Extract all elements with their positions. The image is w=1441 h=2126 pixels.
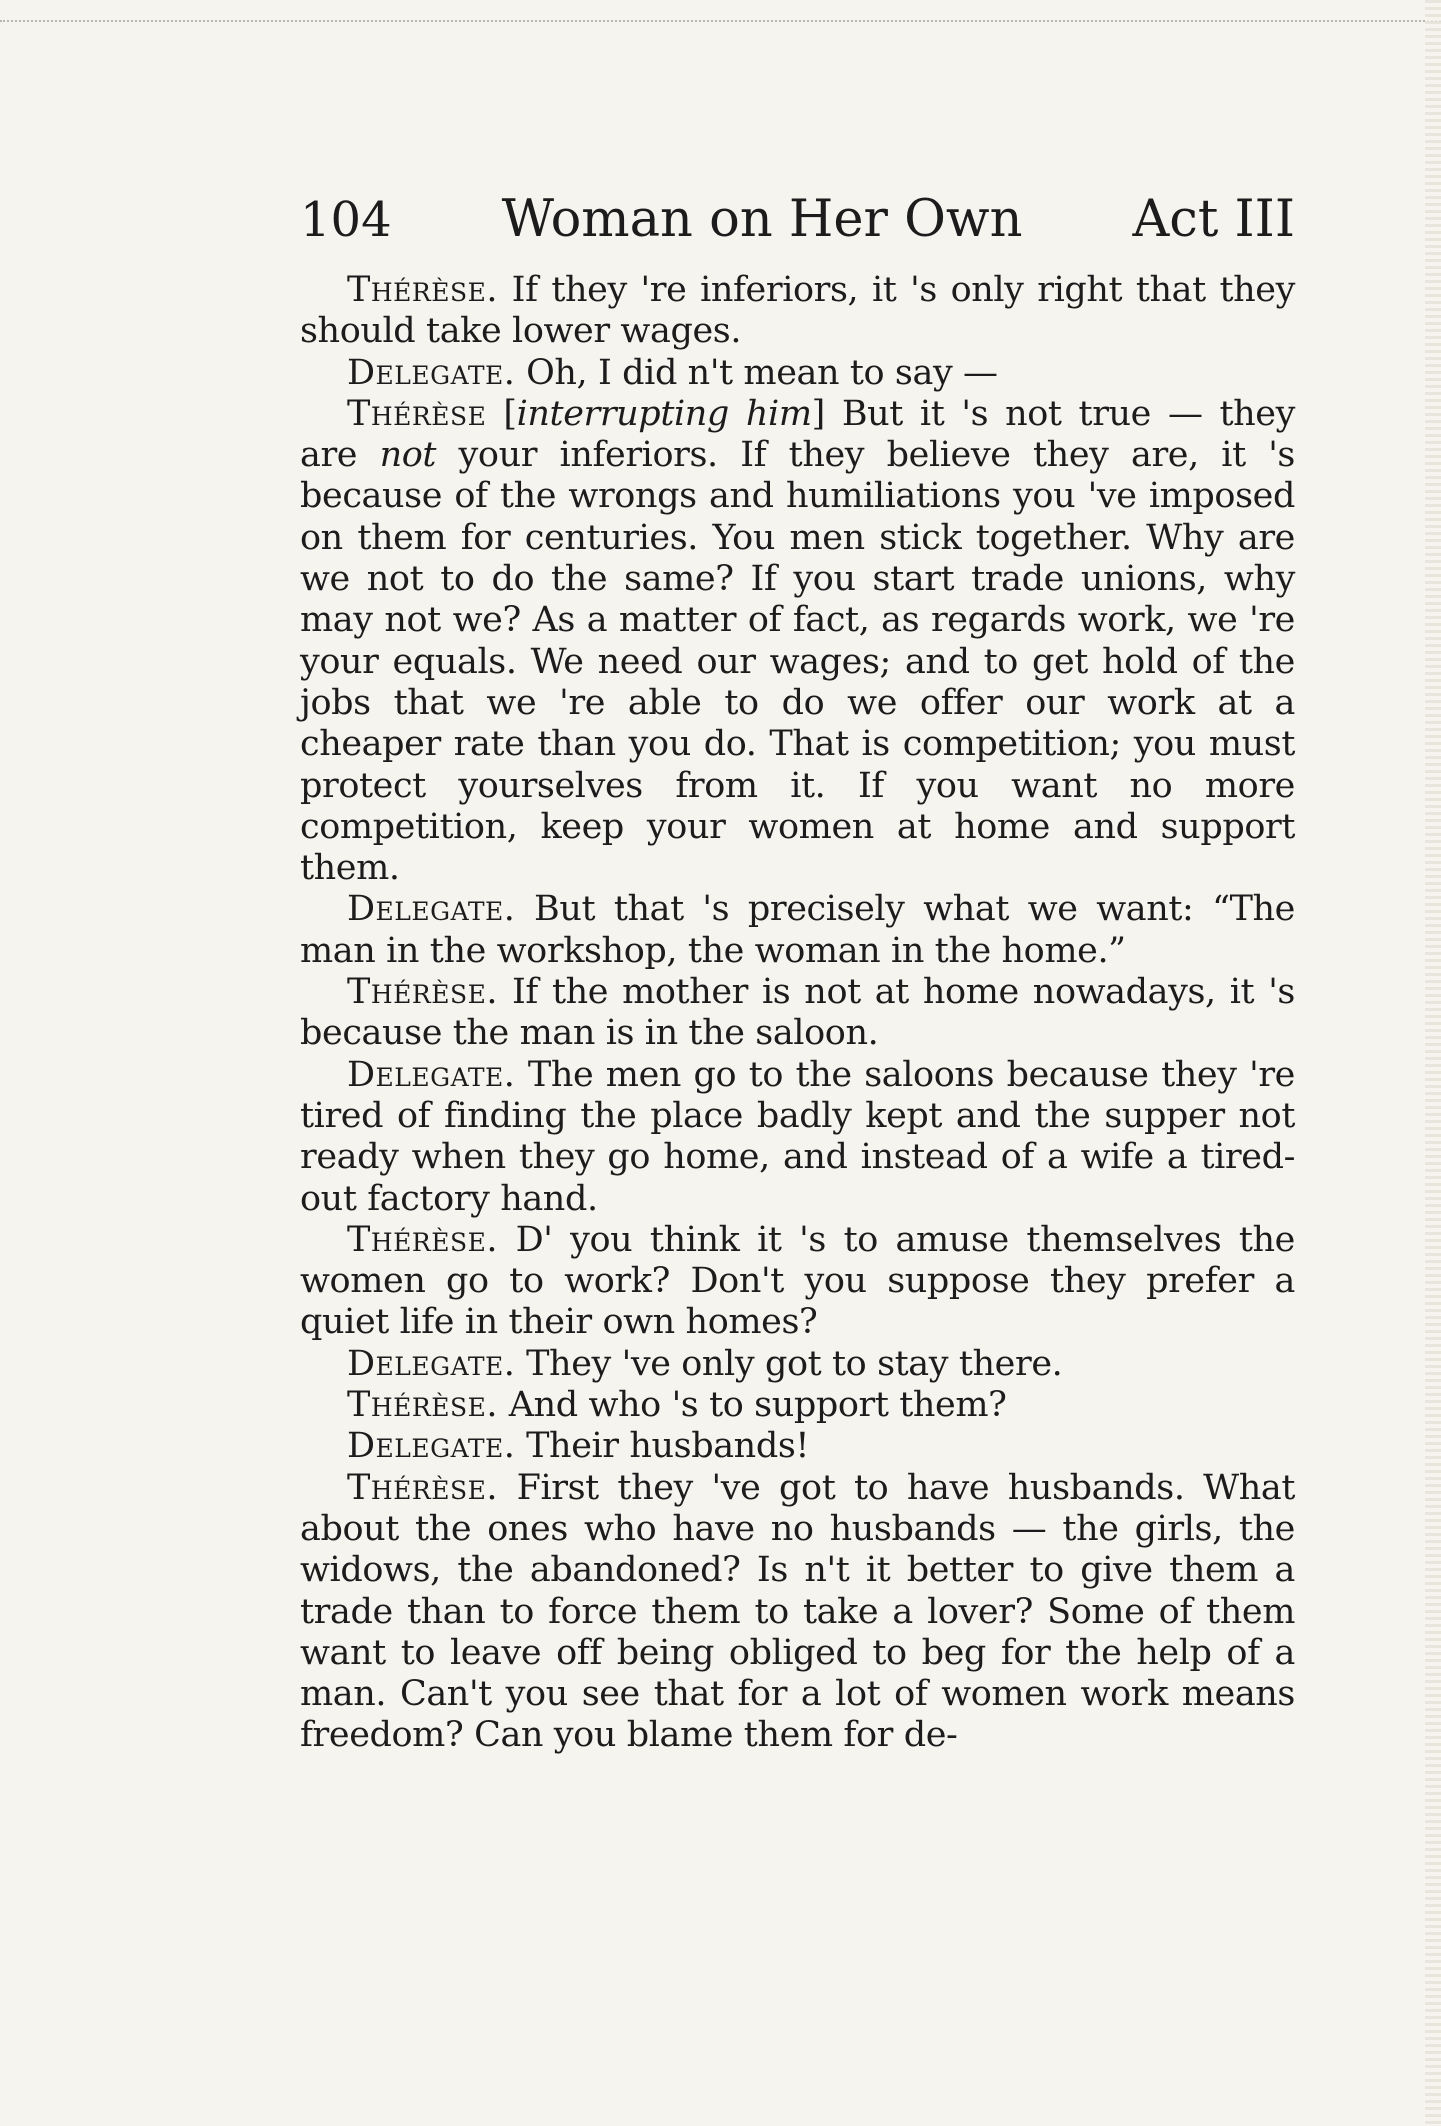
dialogue-paragraph [300, 1220, 1295, 1344]
dialogue-text: your inferiors. If they believe they are, it 's because of the wrongs and humiliations you 've imposed on them for centuries. You men stick together. Why are we not to do the same? If you start trade unions, why may not we? As a matter of fact, as regards work, we 're your equals. We need our wages; and to get hold of the jobs that we 're able to do we offer our work at a cheaper rate than you do. That is competition; you must protect yourselves from it. If you want no more competition, keep your women at home and support them. [300, 435, 1295, 889]
dialogue-paragraph [300, 1426, 1295, 1467]
running-header [300, 190, 1295, 250]
dialogue-body [300, 270, 1295, 1757]
dialogue-text: The men go to the saloons because they 're tired of finding the place badly kept and the supper not ready when they go home, and instead of a wife a tired-out factory hand. [300, 1054, 1295, 1219]
emphasized-word: not [379, 435, 437, 476]
dialogue-paragraph [300, 353, 1295, 394]
speaker-name: Thérèse. [347, 270, 498, 310]
page-edge-texture [1425, 0, 1441, 2126]
speaker-name: Thérèse [347, 393, 487, 434]
speaker-name: Thérèse. [347, 972, 498, 1013]
speaker-name: Delegate. [347, 352, 516, 393]
act-label: Act III [1132, 190, 1295, 249]
dialogue-paragraph [300, 1055, 1295, 1220]
direction-bracket-open: [ [503, 393, 517, 434]
stage-direction: interrupting him [516, 393, 812, 434]
speaker-name: Delegate. [347, 889, 516, 930]
dialogue-paragraph [300, 1385, 1295, 1426]
dialogue-text: They 've only got to stay there. [526, 1343, 1063, 1384]
page-number: 104 [300, 192, 392, 248]
speaker-name: Delegate. [347, 1343, 516, 1384]
dialogue-paragraph [300, 1468, 1295, 1757]
dialogue-text: If the mother is not at home nowadays, it 's because the man is in the saloon. [300, 972, 1295, 1054]
dialogue-text: If they 're inferiors, it 's only right that they should take lower wages. [300, 270, 1295, 352]
dialogue-paragraph [300, 1344, 1295, 1385]
speaker-name: Thérèse. [347, 1385, 498, 1426]
dialogue-paragraph [300, 889, 1295, 972]
direction-bracket-close: ] [811, 393, 825, 434]
top-scan-rule [0, 20, 1441, 22]
speaker-name: Delegate. [347, 1426, 516, 1467]
dialogue-text: Oh, I did n't mean to say — [526, 352, 998, 393]
book-title: Woman on Her Own [501, 190, 1023, 249]
dialogue-text: And who 's to support them? [508, 1385, 1007, 1426]
dialogue-text: But that 's precisely what we want: “The man in the workshop, the woman in the home.” [300, 889, 1295, 971]
dialogue-paragraph [300, 270, 1295, 353]
dialogue-paragraph [300, 394, 1295, 890]
speaker-name: Delegate. [347, 1054, 516, 1095]
dialogue-paragraph [300, 972, 1295, 1055]
dialogue-text: First they 've got to have husbands. What about the ones who have no husbands — the girls, the widows, the abandoned? Is n't it better to give them a trade than to force them to take a lover? Some of them want to leave off being obliged to beg for the help of a man. Can't you see that for a lot of women work means freedom? Can you blame them for de- [300, 1467, 1295, 1756]
dialogue-text: Their husbands! [526, 1426, 810, 1467]
speaker-name: Thérèse. [347, 1467, 498, 1508]
book-page [300, 190, 1295, 1757]
speaker-name: Thérèse. [347, 1219, 498, 1260]
dialogue-text: But it 's not true — they are [300, 393, 1295, 476]
dialogue-text: D' you think it 's to amuse themselves the women go to work? Don't you suppose they prefer a quiet life in their own homes? [300, 1219, 1295, 1343]
